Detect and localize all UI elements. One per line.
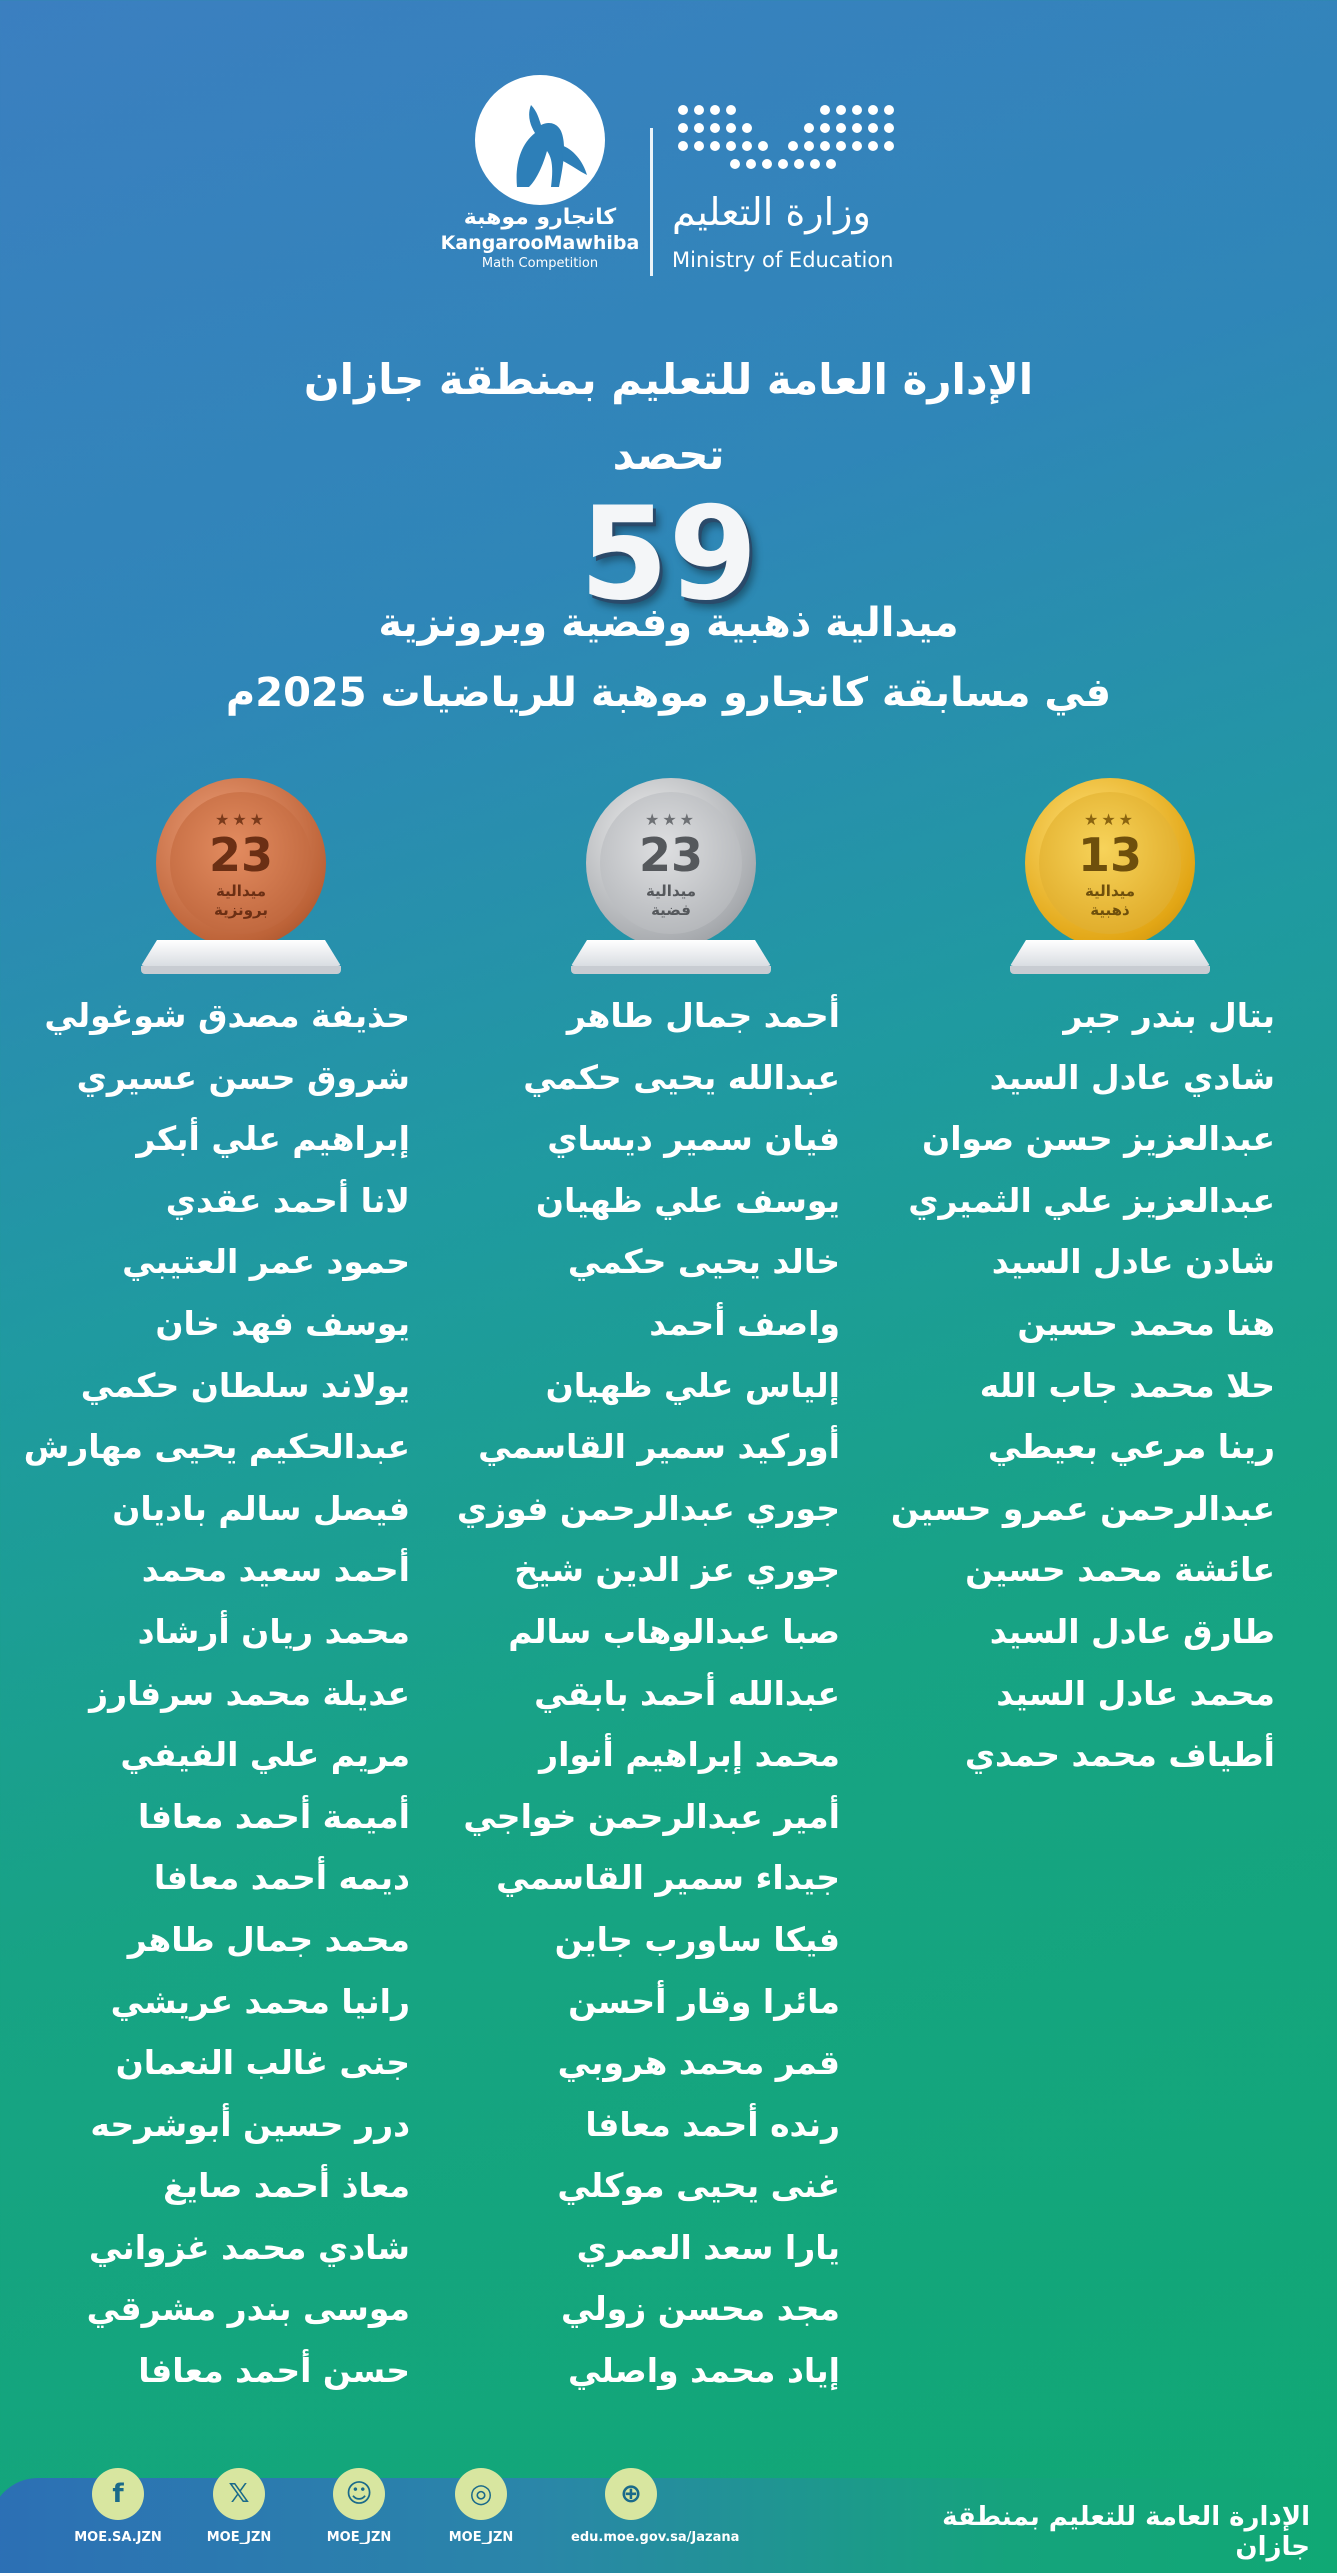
name-list-item: شروق حسن عسيري	[76, 1057, 410, 1097]
moe-english-name: Ministry of Education	[672, 248, 894, 272]
logo-divider	[650, 128, 653, 276]
name-list-item: فيكا ساورب جاين	[554, 1919, 840, 1959]
name-list-item: لانا أحمد عقدي	[165, 1180, 410, 1220]
name-list-item: عبدالحكيم يحيى مهارش	[23, 1427, 410, 1467]
kangaroo-subtitle: Math Competition	[481, 256, 599, 271]
headline-line4: في مسابقة كانجارو موهبة للرياضيات 2025م	[225, 670, 1112, 716]
name-list-item: قمر محمد هروبي	[557, 2043, 840, 2083]
social-handle[interactable]: MOE_JZN	[206, 2530, 272, 2545]
globe-icon[interactable]: ⊕	[605, 2468, 657, 2520]
gold-pedestal-base	[1010, 966, 1210, 974]
name-list-item: حمود عمر العتيبي	[122, 1242, 410, 1282]
name-list-item: طارق عادل السيد	[989, 1611, 1275, 1651]
name-list-item: محمد عادل السيد	[996, 1673, 1275, 1713]
moe-dots-icon	[675, 100, 905, 180]
headline-line1: الإدارة العامة للتعليم بمنطقة جازان	[303, 355, 1034, 404]
silver-names-list	[456, 985, 840, 2402]
name-list-item: رينا مرعي بعيطي	[987, 1427, 1275, 1467]
social-handle[interactable]: MOE_JZN	[326, 2530, 392, 2545]
social-handle[interactable]: edu.moe.gov.sa/Jazana	[571, 2530, 740, 2545]
name-list-item: خالد يحيى حكمي	[567, 1242, 840, 1282]
silver-label: ميدالية فضية	[645, 882, 697, 919]
name-list-item: ديمه أحمد معافا	[153, 1858, 410, 1898]
snapchat-icon[interactable]: ☺	[333, 2468, 385, 2520]
name-list-item: مريم علي الفيفي	[120, 1735, 410, 1775]
name-list-item: غنى يحيى موكلي	[557, 2166, 840, 2206]
name-list-item: يولاند سلطان حكمي	[80, 1365, 410, 1405]
gold-label: ميدالية ذهبية	[1084, 882, 1136, 919]
name-list-item: درر حسين أبوشرحه	[90, 2104, 410, 2144]
kangaroo-arabic-name: كانجارو موهبة	[463, 205, 617, 230]
instagram-icon[interactable]: ◎	[455, 2468, 507, 2520]
gold-names-list	[890, 985, 1275, 1786]
name-list-item: أحمد جمال طاهر	[566, 996, 840, 1035]
bronze-pedestal	[141, 940, 341, 966]
name-list-item: يوسف فهد خان	[155, 1303, 410, 1343]
name-list-item: جوري عبدالرحمن فوزي	[456, 1488, 840, 1528]
name-list-item: عديلة محمد سرفارز	[89, 1673, 410, 1713]
silver-pedestal	[571, 940, 771, 966]
kangaroo-icon	[475, 75, 605, 205]
silver-pedestal-base	[571, 966, 771, 974]
name-list-item: إياد محمد واصلي	[568, 2351, 840, 2391]
bronze-pedestal-base	[141, 966, 341, 974]
name-list-item: جنى غالب النعمان	[115, 2043, 410, 2083]
name-list-item: رانيا محمد عريشي	[110, 1981, 410, 2021]
name-list-item: مائرا وقار أحسن	[568, 1981, 840, 2021]
name-list-item: مجد محسن زولي	[560, 2289, 840, 2329]
social-handle[interactable]: MOE.SA.JZN	[74, 2530, 162, 2545]
medal-total: 59	[579, 480, 758, 629]
social-handle[interactable]: MOE_JZN	[448, 2530, 514, 2545]
facebook-icon[interactable]: f	[92, 2468, 144, 2520]
stars-icon: ★★★	[1083, 810, 1137, 829]
headline-line2: تحصد	[612, 430, 725, 479]
name-list-item: إلياس علي ظهيان	[545, 1365, 840, 1405]
headline-line3: ميدالية ذهبية وفضية وبرونزية	[378, 600, 959, 646]
stars-icon: ★★★	[644, 810, 698, 829]
name-list-item: يارا سعد العمري	[576, 2227, 840, 2267]
footer-title: الإدارة العامة للتعليم بمنطقة جازان	[942, 2502, 1310, 2562]
name-list-item: هنا محمد حسين	[1017, 1303, 1275, 1343]
name-list-item: إبراهيم علي أبكر	[136, 1119, 410, 1159]
name-list-item: عبدالعزيز حسن صوان	[922, 1119, 1275, 1159]
name-list-item: بتال بندر جبر	[1063, 996, 1275, 1035]
bronze-medal	[156, 778, 326, 948]
name-list-item: محمد جمال طاهر	[127, 1919, 410, 1959]
name-list-item: حسن أحمد معافا	[138, 2351, 410, 2391]
name-list-item: أوركيد سمير القاسمي	[478, 1427, 840, 1467]
name-list-item: معاذ أحمد صايغ	[163, 2166, 410, 2206]
name-list-item: فيصل سالم باديان	[112, 1488, 410, 1528]
name-list-item: عبدالله أحمد بابقي	[534, 1673, 840, 1713]
name-list-item: عبدالعزيز علي الثميري	[908, 1180, 1275, 1220]
name-list-item: جوري عز الدين شيخ	[514, 1550, 840, 1590]
gold-count: 13	[1077, 828, 1142, 882]
name-list-item: أطياف محمد حمدي	[964, 1735, 1275, 1775]
name-list-item: عبدالرحمن عمرو حسين	[890, 1488, 1275, 1528]
name-list-item: صبا عبدالوهاب سالم	[508, 1611, 840, 1651]
stars-icon: ★★★	[214, 810, 268, 829]
name-list-item: شادي محمد غزواني	[88, 2227, 410, 2267]
name-list-item: موسى بندر مشرقي	[86, 2289, 410, 2329]
name-list-item: حلا محمد جاب الله	[979, 1365, 1275, 1405]
gold-pedestal	[1010, 940, 1210, 966]
silver-medal	[586, 778, 756, 948]
moe-arabic-name: وزارة التعليم	[672, 190, 871, 234]
name-list-item: أمير عبدالرحمن خواجي	[463, 1796, 840, 1836]
silver-count: 23	[638, 828, 703, 882]
name-list-item: عبدالله يحيى حكمي	[523, 1057, 840, 1097]
name-list-item: يوسف علي ظهيان	[535, 1180, 840, 1220]
kangaroo-logo	[475, 75, 605, 205]
bronze-count: 23	[208, 828, 273, 882]
bronze-label: ميدالية برونزية	[214, 882, 268, 919]
name-list-item: شادي عادل السيد	[989, 1057, 1275, 1097]
name-list-item: فيان سمير ديساي	[547, 1119, 840, 1159]
name-list-item: عائشة محمد حسين	[965, 1550, 1275, 1590]
name-list-item: محمد إبراهيم أنوار	[539, 1735, 840, 1775]
name-list-item: حذيفة مصدق شوغولي	[44, 996, 410, 1035]
name-list-item: رنده أحمد معافا	[585, 2104, 840, 2144]
name-list-item: واصف أحمد	[649, 1303, 840, 1343]
bronze-names-list	[23, 985, 410, 2402]
name-list-item: أميمة أحمد معافا	[137, 1796, 410, 1836]
name-list-item: جيداء سمير القاسمي	[496, 1858, 840, 1898]
name-list-item: أحمد سعيد محمد	[141, 1550, 410, 1590]
x-icon[interactable]: 𝕏	[213, 2468, 265, 2520]
name-list-item: محمد ريان أرشاد	[137, 1611, 410, 1651]
gold-medal	[1025, 778, 1195, 948]
name-list-item: شادن عادل السيد	[991, 1242, 1275, 1282]
kangaroo-english-name: KangarooMawhiba	[440, 232, 640, 254]
